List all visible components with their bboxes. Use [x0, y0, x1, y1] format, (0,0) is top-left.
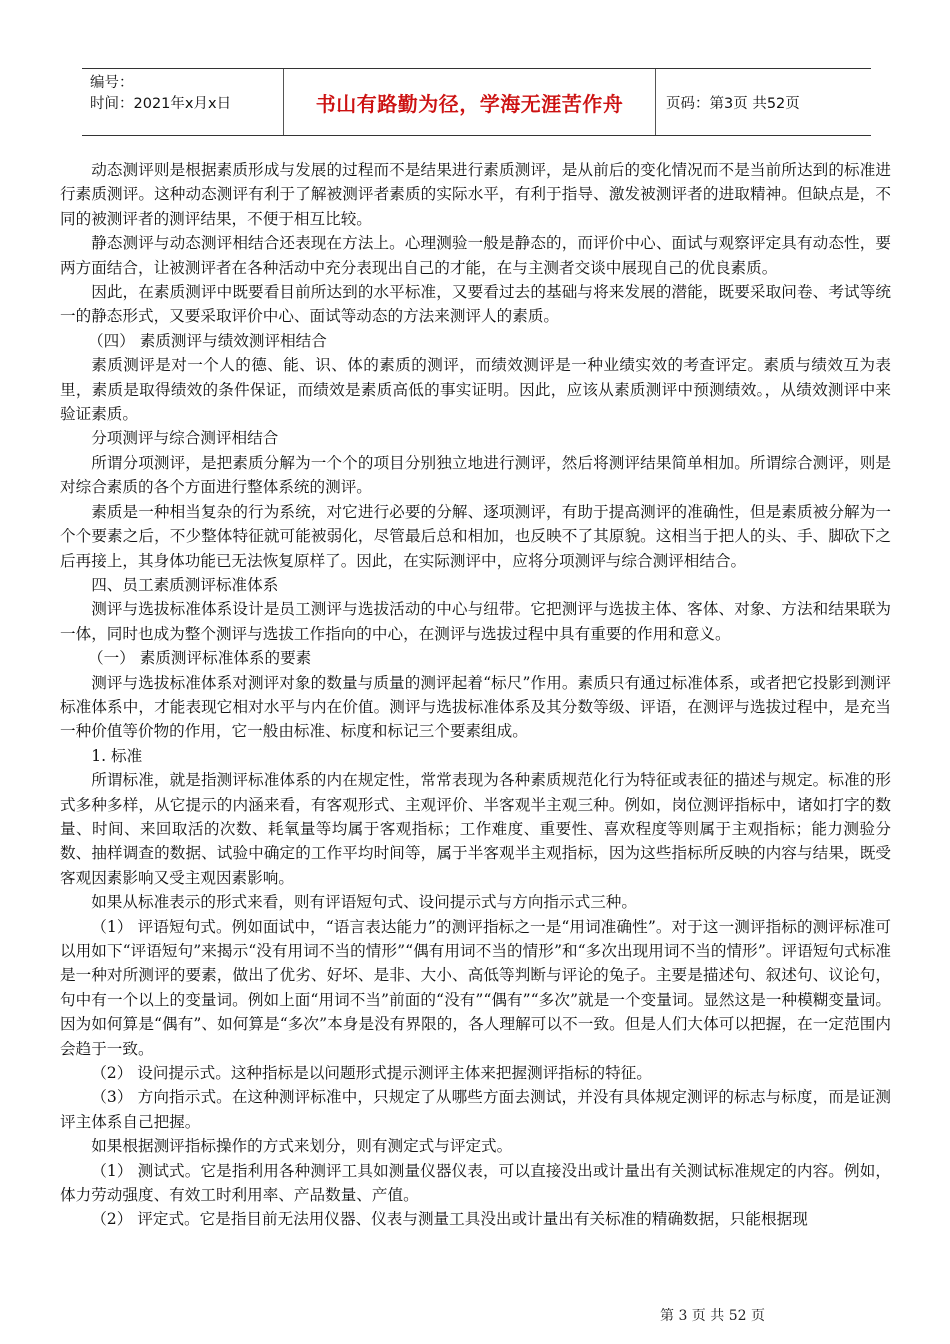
- section-heading: （四） 素质测评与绩效测评相结合: [88, 331, 327, 350]
- paragraph: 分项测评与综合测评相结合: [91, 429, 279, 448]
- paragraph: 如果从标准表示的形式来看，则有评语短句式、设问提示式与方向指示式三种。: [91, 893, 637, 912]
- page-header: [82, 68, 871, 136]
- paragraph: （2） 设问提示式。这种指标是以问题形式提示测评主体来把握测评指标的特征。: [91, 1064, 652, 1083]
- paragraph: 素质测评是对一个人的德、能、识、体的素质的测评，而绩效测评是一种业绩实效的考查评定。素质与绩效互为表里，素质是取得绩效的条件保证，而绩效是素质高低的事实证明。因此，应该从素质测评中预测绩效。，从绩效测评中来验证素质。: [60, 356, 891, 424]
- document-number-label: 编号：: [90, 75, 134, 91]
- paragraph: 所谓标准，就是指测评标准体系的内在规定性，常常表现为各种素质规范化行为特征或表征的描述与规定。标准的形式多种多样，从它提示的内涵来看，有客观形式、主观评价、半客观半主观三种。例如，岗位测评指标中，诸如打字的数量、时间、来回取活的次数、耗氧量等均属于客观指标；工作难度、重要性、喜欢程度等则属于主观指标；能力测验分数、抽样调查的数据、试验中确定的工作平均时间等，属于半客观半主观指标，因为这些指标所反映的内容与结果，既受客观因素影响又受主观因素影响。: [60, 771, 891, 887]
- header-meta: [82, 69, 284, 135]
- paragraph: 测评与选拔标准体系设计是员工测评与选拔活动的中心与纽带。它把测评与选拔主体、客体、对象、方法和结果联为一体，同时也成为整个测评与选拔工作指向的中心，在测评与选拔过程中具有重要的作用和意义。: [60, 600, 891, 643]
- paragraph: （3） 方向指示式。在这种测评标准中，只规定了从哪些方面去测试，并没有具体规定测评的标志与标度，而是证测评主体系自己把握。: [60, 1088, 891, 1131]
- paragraph: （2） 评定式。它是指目前无法用仪器、仪表与测量工具没出或计量出有关标准的精确数据，只能根据现: [91, 1210, 808, 1229]
- paragraph: 素质是一种相当复杂的行为系统，对它进行必要的分解、逐项测评，有助于提高测评的准确性，但是素质被分解为一个个要素之后，不少整体特征就可能被弱化，尽管最后总和相加，也反映不了其原貌。这相当于把人的头、手、脚砍下之后再接上，其身体功能已无法恢复原样了。因此，在实际测评中，应将分项测评与综合测评相结合。: [60, 502, 891, 570]
- paragraph: 如果根据测评指标操作的方式来划分，则有测定式与评定式。: [91, 1137, 513, 1156]
- paragraph: 四、员工素质测评标准体系: [91, 575, 279, 594]
- paragraph: （1） 评语短句式。例如面试中，“语言表达能力”的测评指标之一是“用词准确性”。对于这一测评指标的测评标准可以用如下“评语短句”来揭示“没有用词不当的情形”“偶有用词不当的情形”和“多次出现用词不当的情形”。评语短句式标准是一种对所测评的要素，做出了优劣、好坏、是非、大小、高低等判断与评论的兔子。主要是描述句、叙述句、议论句，句中有一个以上的变量词。例如上面“用词不当”前面的“没有”“偶有”“多次”就是一个变量词。显然这是一种模糊变量词。因为如何算是“偶有”、如何算是“多次”本身是没有界限的，各人理解可以不一致。但是人们大体可以把握，在一定范围内会趋于一致。: [60, 917, 891, 1058]
- paragraph: 因此，在素质测评中既要看目前所达到的水平标准，又要看过去的基础与将来发展的潜能，既要采取问卷、考试等统一的静态形式，又要采取评价中心、面试等动态的方法来测评人的素质。: [60, 283, 891, 326]
- header-motto: 书山有路勤为径，学海无涯苦作舟: [284, 69, 656, 135]
- document-body: [60, 158, 891, 1232]
- paragraph: 测评与选拔标准体系对测评对象的数量与质量的测评起着“标尺”作用。素质只有通过标准体系，或者把它投影到测评标准体系中，才能表现它相对水平与内在价值。测评与选拔标准体系及其分数等级、评语，在测评与选拔过程中，是充当一种价值等价物的作用，它一般由标准、标度和标记三个要素组成。: [60, 673, 891, 741]
- paragraph: （1） 测试式。它是指利用各种测评工具如测量仪器仪表，可以直接没出或计量出有关测试标准规定的内容。例如，体力劳动强度、有效工时利用率、产品数量、产值。: [60, 1161, 891, 1205]
- page-footer: 第 3 页 共 52 页: [660, 1308, 765, 1324]
- section-heading: （一） 素质测评标准体系的要素: [88, 649, 312, 668]
- document-time-label: 时间：2021年x月x日: [90, 96, 232, 112]
- paragraph: 静态测评与动态测评相结合还表现在方法上。心理测验一般是静态的，而评价中心、面试与观察评定具有动态性，要两方面结合，让被测评者在各种活动中充分表现出自己的才能，在与主测者交谈中展现自己的优良素质。: [60, 234, 891, 277]
- paragraph: 1. 标准: [91, 746, 143, 765]
- paragraph: 所谓分项测评，是把素质分解为一个个的项目分别独立地进行测评，然后将测评结果简单相加。所谓综合测评，则是对综合素质的各个方面进行整体系统的测评。: [60, 453, 891, 497]
- header-page-info: 页码：第3页 共52页: [666, 95, 800, 112]
- paragraph: 动态测评则是根据素质形成与发展的过程而不是结果进行素质测评，是从前后的变化情况而不是当前所达到的标准进行素质测评。这种动态测评有利于了解被测评者素质的实际水平，有利于指导、激发被测评者的进取精神。但缺点是，不同的被测评者的测评结果，不便于相互比较。: [60, 161, 891, 228]
